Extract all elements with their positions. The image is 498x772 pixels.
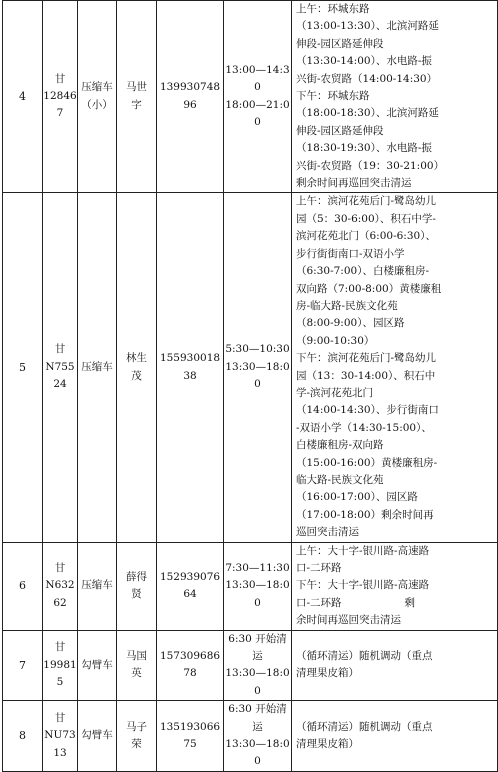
phone-number: 13993074896	[157, 1, 224, 193]
plate-number	[43, 193, 78, 542]
plate-number-line: 甘	[54, 343, 66, 356]
vehicle-type	[78, 1, 117, 193]
row-number: 4	[3, 1, 43, 193]
route-description-line: 房-临大路-民族文化苑	[296, 299, 398, 312]
plate-number-line: 128467	[43, 90, 77, 120]
route-description-line: （循环清运）随机调动（重点	[296, 650, 433, 663]
plate-number-line: 甘	[54, 711, 66, 724]
route-description-line: 下午：环城东路	[296, 90, 370, 103]
route-description-line: 学-滨河花苑北门	[296, 386, 374, 399]
work-time-line: 18:00—21:00	[225, 98, 290, 129]
route-description-line: （13:30-14:00）、水电路-振	[296, 55, 432, 68]
route-description-line: 兴街-农贸路（19：30-21:00）	[296, 159, 445, 172]
driver-name-line: 贤	[131, 588, 142, 601]
vehicle-type	[78, 193, 117, 542]
route-description-line: 巡回突击清运	[296, 526, 359, 539]
route-description-line: 下午：大十字-银川路-高速路	[296, 579, 430, 592]
vehicle-type-line: 压缩车	[81, 81, 113, 94]
route-description-line: 白楼廉租房-双向路	[296, 439, 384, 452]
route-description-line: 清理果皮箱）	[296, 667, 359, 680]
route-description-line: 上午：环城东路	[296, 3, 370, 15]
table-row	[3, 1, 498, 193]
work-time-line: 6:30 开始清	[228, 632, 287, 645]
table-row	[3, 193, 498, 542]
vehicle-type	[78, 701, 117, 772]
route-description-line: （15:00-16:00）黄楼廉租房-	[296, 456, 438, 469]
driver-name	[117, 542, 157, 630]
vehicle-type-line: 压缩车	[81, 360, 113, 373]
driver-name	[117, 1, 157, 193]
route-description-line: （循环清运）随机调动（重点	[296, 720, 433, 733]
driver-name-line: 茂	[131, 369, 142, 382]
vehicle-type	[78, 542, 117, 630]
plate-number-line: N75524	[45, 360, 75, 391]
route-description-line: 伸段-园区路延伸段	[296, 37, 384, 50]
vehicle-type-line: 压缩车	[81, 579, 113, 592]
driver-name-line: 英	[131, 667, 142, 680]
route-description-line: 口-二环路	[296, 562, 342, 574]
work-time-line: 13:30—18:00	[225, 738, 290, 768]
route-description-line: 园（13：30-14:00）、积石中	[296, 369, 436, 382]
route-description-line: 滨河花苑北门（6:00-6:30）、	[296, 230, 436, 243]
route-description-line: 步行街街南口-双语小学	[296, 247, 405, 260]
route-description-line: 兴街-农贸路（14:00-14:30）	[296, 72, 438, 85]
vehicle-type-line: 勾臂车	[81, 658, 113, 671]
row-number: 5	[3, 193, 43, 542]
plate-number	[43, 1, 78, 193]
work-time-line: 6:30 开始清	[228, 703, 287, 716]
table-row	[3, 630, 498, 701]
route-description	[292, 701, 498, 772]
driver-name	[117, 630, 157, 701]
route-description-line: 伸段-园区路延伸段	[296, 124, 384, 137]
driver-name	[117, 701, 157, 772]
work-time-line: 运	[252, 650, 263, 663]
work-time	[224, 701, 292, 772]
route-description-line: （18:30-19:30）、水电路-振	[296, 142, 432, 155]
work-time-line: 13:30—18:00	[225, 579, 290, 609]
work-time	[224, 1, 292, 193]
route-description-line: -双语小学（14:30-15:00）、	[296, 421, 432, 434]
plate-number-line: 甘	[54, 562, 66, 574]
route-description-line: （9:00-10:30）	[296, 334, 375, 347]
plate-number-line: NU7313	[44, 729, 76, 759]
driver-name-line: 字	[131, 98, 142, 111]
table-row	[3, 701, 498, 772]
route-description-line: （13:00-13:30）、北滨河路延	[296, 20, 439, 33]
work-time	[224, 542, 292, 630]
route-description	[292, 1, 498, 193]
route-description	[292, 630, 498, 701]
work-time	[224, 193, 292, 542]
phone-number: 15593001838	[157, 193, 224, 542]
work-time-line: 13:00—14:30	[225, 63, 290, 94]
route-description-line: （6:30-7:00）、白楼廉租房-	[296, 265, 430, 278]
driver-name-line: 林生	[126, 352, 147, 365]
route-description-line: 口-二环路 剩	[296, 596, 416, 609]
route-description-line: 园（5：30-6:00）、积石中学-	[296, 212, 436, 225]
route-description-line: 双向路（7:00-8:00）黄楼廉租	[296, 282, 442, 295]
work-time	[224, 630, 292, 701]
route-description-line: （8:00-9:00）、园区路	[296, 317, 405, 330]
route-description-line: 清理果皮箱）	[296, 738, 359, 751]
table-row	[3, 542, 498, 630]
driver-name-line: 马国	[126, 650, 147, 663]
work-time-line: 7:30—11:30	[225, 562, 290, 574]
work-time-line: 运	[252, 720, 263, 733]
row-number: 8	[3, 701, 43, 772]
work-time-line: 13:30—18:00	[225, 667, 290, 697]
vehicle-type-line: （小）	[81, 98, 113, 111]
plate-number	[43, 630, 78, 701]
row-number: 7	[3, 630, 43, 701]
route-description-line: （14:00-14:30）、步行街南口	[296, 404, 439, 417]
phone-number: 15293907664	[157, 542, 224, 630]
row-number: 6	[3, 542, 43, 630]
driver-name-line: 马子	[126, 720, 147, 733]
route-description-line: 下午：滨河花苑后门-鹭岛幼儿	[296, 352, 437, 365]
plate-number-line: 甘	[54, 641, 66, 654]
driver-name-line: 薛得	[126, 570, 147, 583]
driver-name-line: 马世	[126, 81, 147, 94]
route-description-line: 余时间再巡回突击清运	[296, 614, 401, 627]
route-description-line: （18:00-18:30）、北滨河路延	[296, 107, 439, 120]
driver-name	[117, 193, 157, 542]
work-time-line: 13:30—18:00	[225, 360, 290, 391]
route-description-line: 上午：大十字-银川路-高速路	[296, 544, 430, 557]
plate-number-line: N63262	[45, 579, 75, 609]
driver-name-line: 荣	[131, 738, 142, 751]
route-description-line: 剩余时间再巡回突击清运	[296, 177, 412, 190]
route-description	[292, 542, 498, 630]
plate-number-line: 199815	[43, 658, 77, 689]
plate-number-line: 甘	[54, 72, 66, 85]
route-description	[292, 193, 498, 542]
phone-number: 13519306675	[157, 701, 224, 772]
route-description-line: （17:00-18:00）剩余时间再	[296, 508, 434, 521]
plate-number	[43, 701, 78, 772]
route-description-line: 临大路-民族文化苑	[296, 473, 384, 486]
work-time-line: 5:30—10:30	[225, 343, 290, 356]
schedule-table	[2, 0, 498, 772]
vehicle-type	[78, 630, 117, 701]
vehicle-type-line: 勾臂车	[81, 729, 113, 742]
phone-number: 15730968678	[157, 630, 224, 701]
route-description-line: （16:00-17:00）、园区路	[296, 491, 418, 504]
plate-number	[43, 542, 78, 630]
route-description-line: 上午：滨河花苑后门-鹭岛幼儿	[296, 195, 437, 208]
